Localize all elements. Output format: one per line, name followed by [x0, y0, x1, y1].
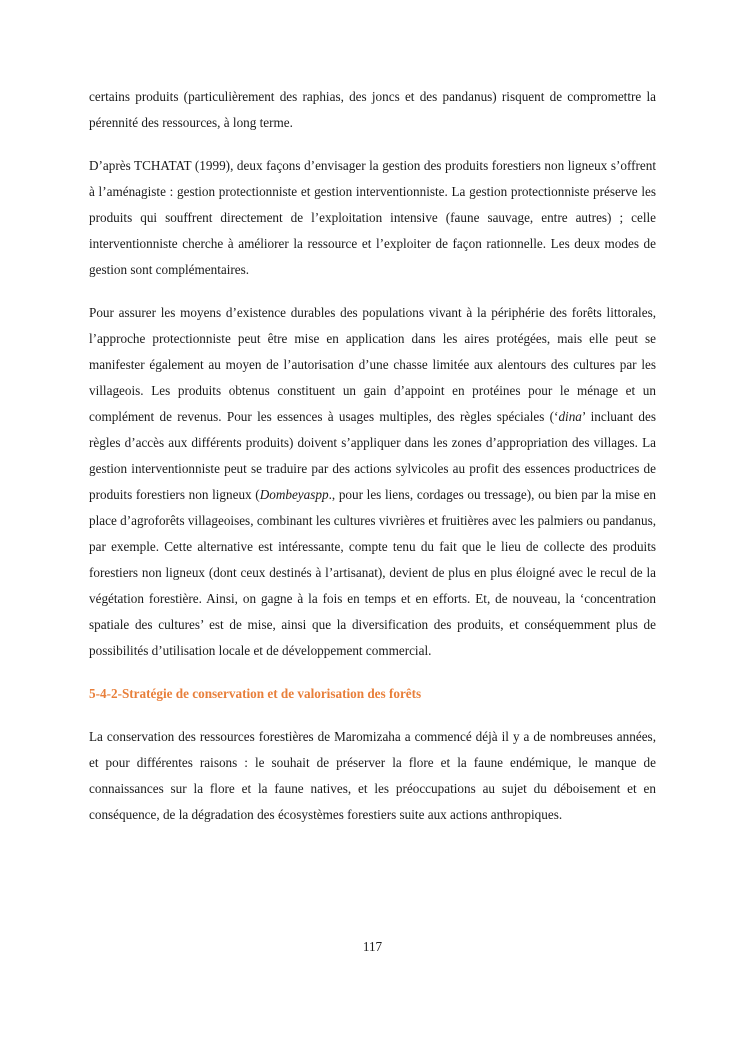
italic-term: dina: [558, 409, 582, 424]
page-number: 117: [362, 939, 383, 954]
page-body: [89, 84, 656, 845]
section-heading: 5-4-2-Stratégie de conservation et de valorisation des forêts: [89, 686, 422, 701]
paragraph: [89, 724, 656, 828]
paragraph: [89, 153, 656, 283]
paragraph: [89, 84, 656, 136]
text-run: Pour assurer les moyens d’existence durables des populations vivant à la périphérie des forêts littorales, l’approche protectionniste peut être mise en application dans les aires protégées, mais elle peut se manifester également au moyen de l’autorisation d’une chasse limitée aux alentours des cultures par les villageois. Les produits obtenus constituent un gain d’appoint en protéines pour le ménage et un complément de revenus. Pour les essences à usages multiples, des règles spéciales (‘: [89, 305, 656, 424]
text-run: D’après TCHATAT (1999), deux façons d’envisager la gestion des produits forestiers non ligneux s’offrent à l’aménagiste : gestion protectionniste et gestion interventionniste. La gestion protectionniste préserve les produits qui souffrent directement de l’exploitation intensive (faune sauvage, entre autres) ; celle interventionniste cherche à améliorer la ressource et l’exploiter de façon rationnelle. Les deux modes de gestion sont complémentaires.: [89, 158, 656, 277]
italic-term: Dombeyaspp: [259, 487, 329, 502]
text-run: certains produits (particulièrement des raphias, des joncs et des pandanus) risquent de compromettre la pérennité des ressources, à long terme.: [89, 89, 656, 130]
text-run: La conservation des ressources forestières de Maromizaha a commencé déjà il y a de nombreuses années, et pour différentes raisons : le souhait de préserver la flore et la faune endémique, le manque de connaissances sur la flore et la faune natives, et les préoccupations au sujet du déboisement et en conséquence, de la dégradation des écosystèmes forestiers suite aux actions anthropiques.: [89, 729, 656, 822]
paragraph: [89, 300, 656, 664]
text-run: ., pour les liens, cordages ou tressage), ou bien par la mise en place d’agroforêts villageoises, combinant les cultures vivrières et fruitières avec les palmiers ou pandanus, par exemple. Cette alternative est intéressante, compte tenu du fait que le lieu de collecte des produits forestiers non ligneux (dont ceux destinés à l’artisanat), devient de plus en plus éloigné avec le recul de la végétation forestière. Ainsi, on gagne à la fois en temps et en efforts. Et, de nouveau, la ‘concentration spatiale des cultures’ est de mise, ainsi que la diversification des produits, et conséquemment plus de possibilités d’utilisation locale et de développement commercial.: [89, 487, 657, 658]
text-run: ’ incluant des règles d’accès aux différents produits) doivent s’appliquer dans les zones d’appropriation des villages. La gestion interventionniste peut se traduire par des actions sylvicoles au profit des essences productrices de produits forestiers non ligneux (: [89, 409, 656, 502]
